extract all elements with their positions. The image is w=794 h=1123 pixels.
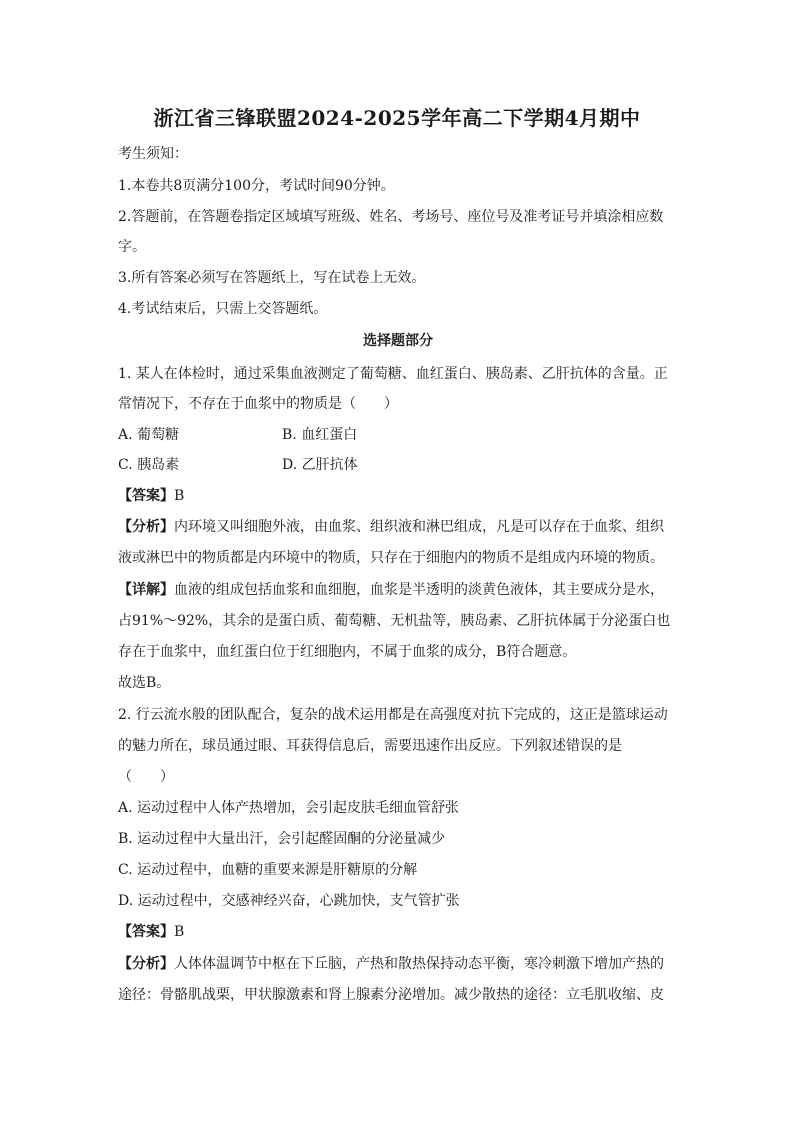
q2-stem-line: 的魅力所在，球员通过眼、耳获得信息后，需要迅速作出反应。下列叙述错误的是 <box>118 738 622 754</box>
answer-tag: 【答案】 <box>118 488 174 504</box>
q2-option-c: C. 运动过程中，血糖的重要来源是肝糖原的分解 <box>118 862 418 878</box>
q2-option-b: B. 运动过程中大量出汗，会引起醛固酮的分泌量减少 <box>118 831 446 847</box>
q1-analysis-line: 液或淋巴中的物质都是内环境中的物质，只存在于细胞内的物质不是组成内环境的物质。 <box>118 550 664 566</box>
q1-option-b: B. 血红蛋白 <box>282 427 358 443</box>
q1-option-a: A. 葡萄糖 <box>118 427 180 443</box>
section-heading: 选择题部分 <box>363 333 433 349</box>
detail-text: 血液的组成包括血浆和血细胞，血浆是半透明的淡黄色液体，其主要成分是水， <box>174 582 664 598</box>
q2-stem-line: （ ） <box>118 769 174 785</box>
analysis-tag: 【分析】 <box>118 519 174 535</box>
analysis-tag: 【分析】 <box>118 956 174 972</box>
analysis-text: 人体体温调节中枢在下丘脑，产热和散热保持动态平衡，寒冷刺激下增加产热的 <box>174 956 664 972</box>
q2-answer <box>118 922 678 942</box>
q1-option-d: D. 乙肝抗体 <box>282 457 358 473</box>
answer-value: B <box>174 924 185 940</box>
q1-answer <box>118 486 678 506</box>
notice-heading: 考生须知： <box>118 146 188 162</box>
q2-analysis-line: 途径：骨骼肌战栗，甲状腺激素和肾上腺素分泌增加。减少散热的途径：立毛肌收缩、皮 <box>118 987 664 1003</box>
notice-item: 字。 <box>118 239 146 255</box>
page-title: 浙江省三锋联盟2024-2025学年高二下学期4月期中 <box>153 106 641 130</box>
q2-option-a: A. 运动过程中人体产热增加，会引起皮肤毛细血管舒张 <box>118 800 460 816</box>
q2-stem-line: 2. 行云流水般的团队配合，复杂的战术运用都是在高强度对抗下完成的，这正是篮球运动 <box>118 707 668 723</box>
q2-option-d: D. 运动过程中，交感神经兴奋，心跳加快，支气管扩张 <box>118 893 460 909</box>
q2-analysis-line <box>118 954 678 974</box>
q1-stem-line: 常情况下，不存在于血浆中的物质是（ ） <box>118 396 398 412</box>
q1-analysis-line <box>118 517 678 537</box>
notice-item: 4.考试结束后，只需上交答题纸。 <box>118 301 328 317</box>
detail-tag: 【详解】 <box>118 582 174 598</box>
analysis-text: 内环境又叫细胞外液，由血浆、组织液和淋巴组成，凡是可以存在于血浆、组织 <box>174 519 664 535</box>
q1-conclusion: 故选B。 <box>118 675 171 691</box>
q1-detail-line <box>118 580 678 600</box>
q1-option-c: C. 胰岛素 <box>118 457 180 473</box>
notice-item: 1.本卷共8页满分100分，考试时间90分钟。 <box>118 178 395 194</box>
answer-value: B <box>174 488 185 504</box>
answer-tag: 【答案】 <box>118 924 174 940</box>
q1-detail-line: 存在于血浆中，血红蛋白位于红细胞内，不属于血浆的成分，B符合题意。 <box>118 644 577 660</box>
q1-detail-line: 占91%～92%，其余的是蛋白质、葡萄糖、无机盐等，胰岛素、乙肝抗体属于分泌蛋白也 <box>118 613 671 629</box>
notice-item: 2.答题前，在答题卷指定区域填写班级、姓名、考场号、座位号及准考证号并填涂相应数 <box>118 209 664 225</box>
notice-item: 3.所有答案必须写在答题纸上，写在试卷上无效。 <box>118 270 426 286</box>
q1-stem-line: 1. 某人在体检时，通过采集血液测定了葡萄糖、血红蛋白、胰岛素、乙肝抗体的含量。正 <box>118 366 668 382</box>
